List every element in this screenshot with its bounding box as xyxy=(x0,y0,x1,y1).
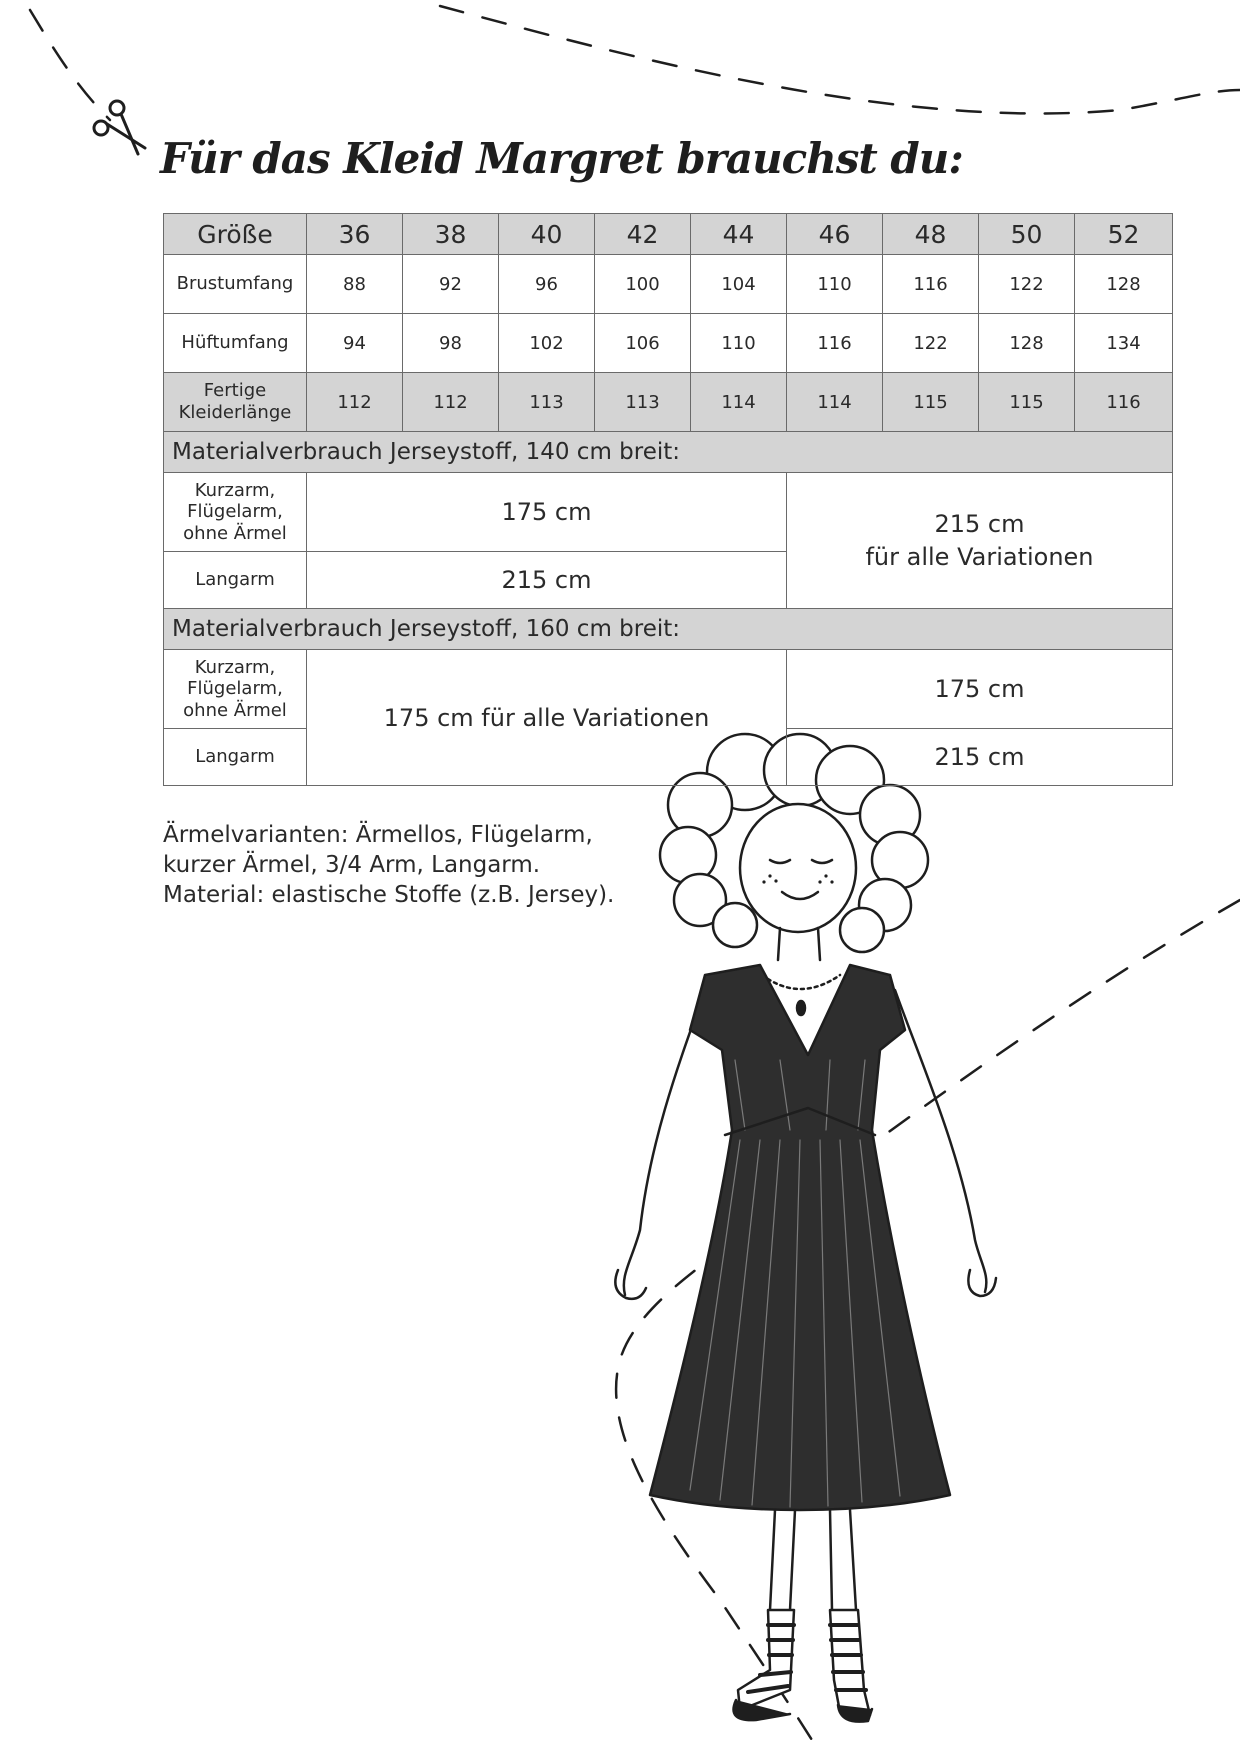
section-row-160 xyxy=(164,609,1173,650)
note-line: Material: elastische Stoffe (z.B. Jersey). xyxy=(163,882,615,908)
table-cell: 112 xyxy=(403,373,499,432)
material-140-short-small: 175 cm xyxy=(307,473,787,552)
size-header-cell: 48 xyxy=(883,214,979,255)
sleeve-material-notes xyxy=(163,820,614,910)
table-cell: 122 xyxy=(883,314,979,373)
row-label-hip: Hüftumfang xyxy=(164,314,307,373)
table-cell: 116 xyxy=(787,314,883,373)
row-label-bust: Brustumfang xyxy=(164,255,307,314)
table-cell: 113 xyxy=(595,373,691,432)
material-160-short-row xyxy=(164,650,1173,729)
size-header-cell: 42 xyxy=(595,214,691,255)
table-cell: 114 xyxy=(787,373,883,432)
material-140-large-all xyxy=(787,473,1173,609)
note-line: kurzer Ärmel, 3/4 Arm, Langarm. xyxy=(163,852,541,878)
page-title: Für das Kleid Margret brauchst du: xyxy=(160,134,963,183)
table-cell: 104 xyxy=(691,255,787,314)
material-label-short xyxy=(164,473,307,552)
note-line: für alle Variationen xyxy=(865,542,1094,571)
table-cell: 94 xyxy=(307,314,403,373)
label-line: Flügelarm, xyxy=(187,501,283,523)
girl-illustration xyxy=(615,734,996,1722)
table-cell: 110 xyxy=(691,314,787,373)
table-cell: 106 xyxy=(595,314,691,373)
section-heading-140: Materialverbrauch Jerseystoff, 140 cm breit: xyxy=(164,432,1173,473)
material-160-short-large: 175 cm xyxy=(787,650,1173,729)
size-table xyxy=(163,213,1173,786)
table-cell: 115 xyxy=(883,373,979,432)
label-line: Kurzarm, xyxy=(194,656,276,678)
size-header-label: Größe xyxy=(164,214,307,255)
material-label-short xyxy=(164,650,307,729)
table-cell: 128 xyxy=(979,314,1075,373)
table-cell: 115 xyxy=(979,373,1075,432)
table-cell: 88 xyxy=(307,255,403,314)
table-cell: 114 xyxy=(691,373,787,432)
label-line: ohne Ärmel xyxy=(183,699,287,721)
size-header-cell: 36 xyxy=(307,214,403,255)
row-label-line: Fertige xyxy=(203,380,267,402)
table-cell: 100 xyxy=(595,255,691,314)
section-row-140 xyxy=(164,432,1173,473)
table-cell: 134 xyxy=(1075,314,1173,373)
table-cell: 122 xyxy=(979,255,1075,314)
size-header-row xyxy=(164,214,1173,255)
table-cell: 116 xyxy=(1075,373,1173,432)
row-label-dress-length xyxy=(164,373,307,432)
table-cell: 98 xyxy=(403,314,499,373)
size-header-cell: 44 xyxy=(691,214,787,255)
label-line: Kurzarm, xyxy=(194,479,276,501)
scissors-icon xyxy=(94,101,145,154)
table-cell: 112 xyxy=(307,373,403,432)
material-140-short-row xyxy=(164,473,1173,552)
table-cell: 116 xyxy=(883,255,979,314)
material-160-small-all: 175 cm für alle Variationen xyxy=(307,650,787,786)
table-cell: 113 xyxy=(499,373,595,432)
size-header-cell: 40 xyxy=(499,214,595,255)
table-cell: 128 xyxy=(1075,255,1173,314)
note-line: 215 cm xyxy=(934,510,1025,539)
material-160-long-large: 215 cm xyxy=(787,729,1173,786)
label-line: Flügelarm, xyxy=(187,678,283,700)
row-label-line: Kleiderlänge xyxy=(178,402,292,423)
table-row-dress-length xyxy=(164,373,1173,432)
size-header-cell: 50 xyxy=(979,214,1075,255)
note-line: Ärmelvarianten: Ärmellos, Flügelarm, xyxy=(163,822,593,848)
label-line: ohne Ärmel xyxy=(183,522,287,544)
table-cell: 110 xyxy=(787,255,883,314)
size-header-cell: 46 xyxy=(787,214,883,255)
size-header-cell: 52 xyxy=(1075,214,1173,255)
material-label-long: Langarm xyxy=(164,552,307,609)
material-label-long: Langarm xyxy=(164,729,307,786)
table-cell: 102 xyxy=(499,314,595,373)
section-heading-160: Materialverbrauch Jerseystoff, 160 cm breit: xyxy=(164,609,1173,650)
material-140-long-small: 215 cm xyxy=(307,552,787,609)
table-row-hip xyxy=(164,314,1173,373)
size-header-cell: 38 xyxy=(403,214,499,255)
table-row-bust xyxy=(164,255,1173,314)
table-cell: 92 xyxy=(403,255,499,314)
table-cell: 96 xyxy=(499,255,595,314)
